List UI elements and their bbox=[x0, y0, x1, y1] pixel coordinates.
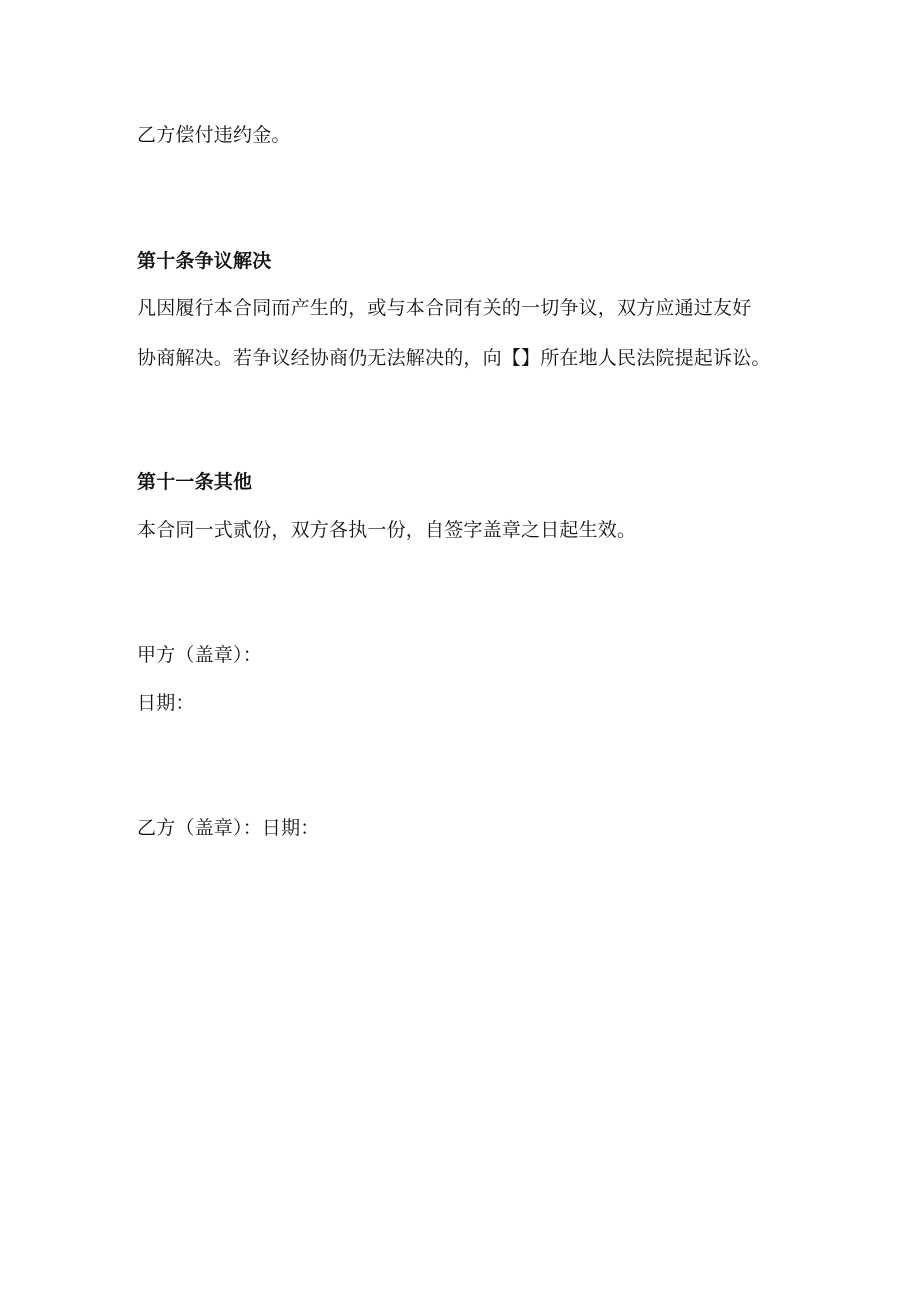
article-10-heading: 第十条争议解决 bbox=[137, 250, 272, 272]
party-b-seal-date-label: 乙方（盖章）：日期： bbox=[137, 817, 320, 839]
clause-continuation: 乙方偿付违约金。 bbox=[137, 124, 291, 146]
article-10-paragraph-line-2: 协商解决。若争议经协商仍无法解决的，向【】所在地人民法院提起诉讼。 bbox=[137, 347, 771, 369]
article-10-paragraph-line-1: 凡因履行本合同而产生的，或与本合同有关的一切争议，双方应通过友好 bbox=[137, 297, 752, 319]
party-a-seal-label: 甲方（盖章）： bbox=[137, 644, 262, 666]
article-11-paragraph-line-1: 本合同一式贰份，双方各执一份，自签字盖章之日起生效。 bbox=[137, 519, 637, 541]
party-a-date-label: 日期： bbox=[137, 692, 195, 714]
article-11-heading: 第十一条其他 bbox=[137, 471, 253, 493]
